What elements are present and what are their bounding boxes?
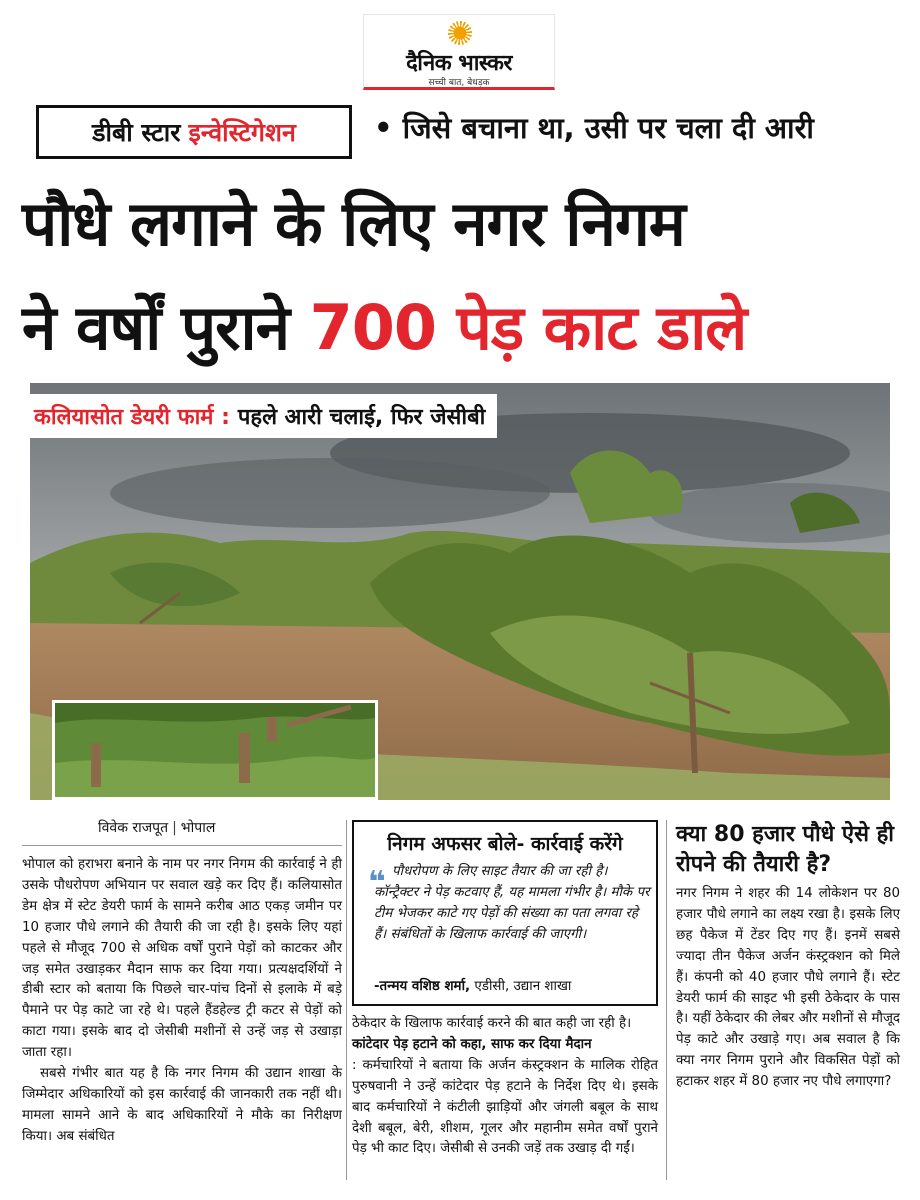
quote-attribution: [374, 976, 654, 994]
headline: [22, 172, 902, 380]
photo-caption-location: कलियासोत डेयरी फार्म :: [34, 405, 230, 430]
masthead: [363, 14, 555, 90]
byline: विवेक राजपूत | भोपाल: [98, 820, 216, 836]
article-paragraph-2: सबसे गंभीर बात यह है कि नगर निगम की उद्यान शाखा के जिम्मेदार अधिकारियों को इस कार्रवाई की जानकारी तक नहीं थी। मामला सामने आने के बाद अधिकारियों ने मौके का निरीक्षण किया। अब संबंधित: [22, 1066, 342, 1144]
quote-box-title: निगम अफसर बोले- कार्रवाई करेंगे: [387, 833, 623, 855]
sidebar-heading: क्या 80 हजार पौधे ऐसे ही रोपने की तैयारी है?: [676, 822, 894, 877]
headline-line-1: पौधे लगाने के लिए नगर निगम: [22, 187, 685, 260]
headline-line-2-prefix: ने वर्षों पुराने: [22, 291, 289, 364]
kicker: • जिसे बचाना था, उसी पर चला दी आरी: [374, 111, 814, 145]
section-label-black: डीबी स्टार: [92, 118, 181, 147]
article-subheading: कांटेदार पेड़ हटाने को कहा, साफ कर दिया मैदान: [352, 1036, 592, 1052]
article-paragraph-4: : कर्मचारियों ने बताया कि अर्जन कंस्ट्रक्शन के मालिक रोहित पुरुषवानी ने उन्हें कांटेदार पेड़ हटाने के निर्देश दिए थे। इसके बाद कर्मचारियों ने कंटीली झाड़ियों और जंगली बबूल के साथ देशी बबूल, बेरी, शीशम, गूलर और महानीम समेत वर्षों पुराने पेड़ भी काट दिए। जेसीबी से उनकी जड़ें तक उखाड़ दी गईं।: [352, 1057, 658, 1157]
article-paragraph-3: ठेकेदार के खिलाफ कार्रवाई करने की बात कही जा रही है।: [352, 1016, 632, 1031]
tree-stumps-photo: [55, 703, 375, 797]
sidebar-text: नगर निगम ने शहर की 14 लोकेशन पर 80 हजार पौधे लगाने का लक्ष्य रखा है। इसके लिए छह पैकेज में टेंडर दिए गए हैं। इनमें सबसे ज्यादा तीन पैकेज अर्जन कंस्ट्रक्शन को मिले हैं। कंपनी को 40 हजार पौधे लगाने हैं। स्टेट डेयरी फार्म की साइट भी इसी ठेकेदार के पास है। यहीं ठेकेदार की लेबर और मशीनों से मौजूद पेड़ काटे और उखाड़े गए। अब सवाल है कि क्या नगर निगम पुराने और विकसित पेड़ों को हटाकर शहर में 80 हजार नए पौधे लगाएगा?: [676, 886, 900, 1090]
photo-caption-text: पहले आरी चलाई, फिर जेसीबी: [237, 405, 486, 430]
section-label: [36, 105, 352, 159]
official-quote-box: [352, 820, 658, 1006]
column-divider: [666, 820, 667, 1180]
byline-city: भोपाल: [180, 820, 216, 836]
quote-mark-icon: ❝: [368, 865, 386, 900]
headline-line-2-highlight: 700 पेड़ काट डाले: [309, 291, 747, 364]
sun-logo-icon: [448, 21, 472, 45]
column-divider: [346, 820, 347, 1180]
newspaper-tagline: सच्ची बात, बेधड़क: [428, 78, 490, 88]
article-paragraph-1: भोपाल को हराभरा बनाने के नाम पर नगर निगम की कार्रवाई ने ही उसके पौधरोपण अभियान पर सवाल खड़े कर दिए हैं। कलियासोत डेम क्षेत्र में स्टेट डेयरी फार्म के सामने करीब आठ एकड़ जमीन पर 10 हजार पौधे लगाने की तैयारी की जा रही है। इसके लिए यहां पहले से मौजूद 700 से अधिक वर्षों पुराने पेड़ों को काटकर और जड़ समेत उखाड़कर मैदान साफ कर दिया गया। प्रत्यक्षदर्शियों ने डीबी स्टार को बताया कि पिछले चार-पांच दिनों से इलाके में बड़े पैमाने पर पेड़ काटे जा रहे थे। पहले हैंडहेल्ड ट्री कटर से पेड़ों को काटा गया। इसके बाद दो जेसीबी मशीनों से उन्हें जड़ से उखाड़ा जाता रहा।: [22, 857, 342, 1061]
article-column-1: [22, 855, 342, 1148]
section-label-red: इन्वेस्टिगेशन: [188, 118, 296, 147]
byline-divider: [22, 845, 342, 846]
quote-text: पौधरोपण के लिए साइट तैयार की जा रही है। कॉन्ट्रैक्टर ने पेड़ कटवाए हैं, यह मामला गंभीर है। मौके पर टीम भेजकर काटे गए पेड़ों की संख्या का पता लगवा रहे हैं। संबंधितों के खिलाफ कार्रवाई की जाएगी।: [374, 864, 650, 942]
photo-caption: [30, 394, 497, 438]
article-column-2: [352, 1014, 658, 1160]
quote-attribution-name: -तन्मय वशिष्ठ शर्मा,: [374, 979, 471, 994]
newspaper-name: दैनिक भास्कर: [406, 51, 512, 76]
headline-line-2: [22, 276, 902, 380]
quote-attribution-role: एडीसी, उद्यान शाखा: [474, 979, 572, 994]
inset-photo: [52, 700, 378, 800]
byline-author: विवेक राजपूत: [98, 820, 169, 836]
